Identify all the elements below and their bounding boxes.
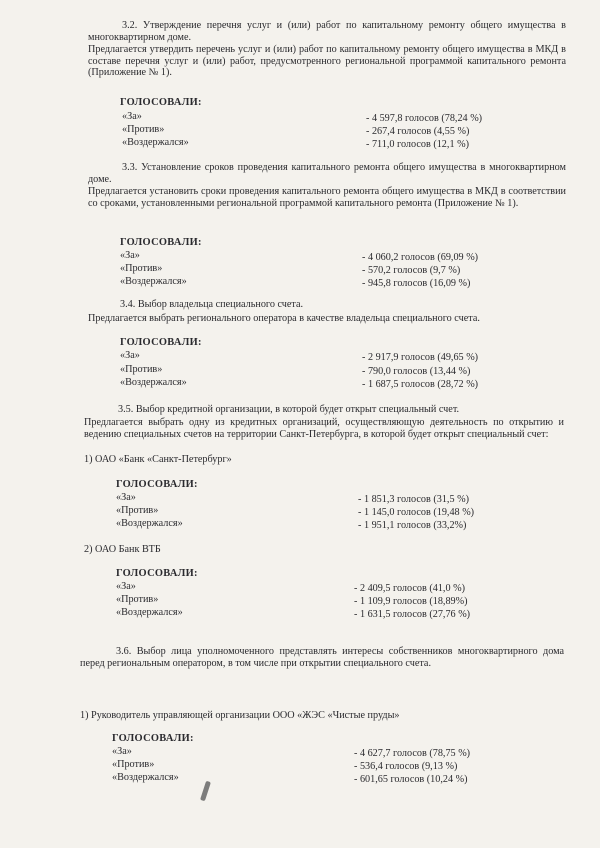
- section-3-4-proposal: Предлагается выбрать регионального оператора в качестве владельца специального счета.: [88, 313, 480, 324]
- section-3-5-proposal: Предлагается выбрать одну из кредитных организаций, осуществляющую деятельность по открытию и ведению специальных счетов на территории Санкт-Петербурга, в которой будет открыт специальный счет:: [84, 417, 564, 440]
- vote-value: - 790,0 голосов (13,44 %): [362, 366, 471, 377]
- section-3-4-voted-label: ГОЛОСОВАЛИ:: [120, 337, 202, 348]
- vote-value: - 711,0 голосов (12,1 %): [366, 139, 469, 150]
- vote-label: «За»: [112, 746, 132, 757]
- vote-label: «За»: [120, 350, 140, 361]
- section-3-2-voted-label: ГОЛОСОВАЛИ:: [120, 97, 202, 108]
- vote-value: - 945,8 голосов (16,09 %): [362, 278, 471, 289]
- section-3-5-option-1-voted-label: ГОЛОСОВАЛИ:: [116, 479, 198, 490]
- section-3-5-option-2-voted-label: ГОЛОСОВАЛИ:: [116, 568, 198, 579]
- vote-value: - 1 631,5 голосов (27,76 %): [354, 609, 471, 620]
- vote-label: «За»: [116, 492, 136, 503]
- vote-label: «За»: [122, 111, 142, 122]
- vote-value: - 2 409,5 голосов (41,0 %): [354, 583, 465, 594]
- vote-value: - 1 951,1 голосов (33,2%): [358, 520, 467, 531]
- vote-label: «Против»: [120, 364, 163, 375]
- vote-label: «За»: [116, 581, 136, 592]
- vote-value: - 1 145,0 голосов (19,48 %): [358, 507, 475, 518]
- vote-value: - 4 597,8 голосов (78,24 %): [366, 113, 483, 124]
- vote-label: «Воздержался»: [122, 137, 189, 148]
- vote-label: «Против»: [112, 759, 155, 770]
- pen-mark: [200, 781, 211, 802]
- section-3-6-heading: 3.6. Выбор лица уполномоченного представлять интересы собственников многоквартирного дома перед региональным оператором, в том числе при открытии специального счета.: [80, 646, 564, 669]
- vote-value: - 1 851,3 голосов (31,5 %): [358, 494, 469, 505]
- section-3-5-heading: 3.5. Выбор кредитной организации, в которой будет открыт специальный счет.: [118, 404, 460, 415]
- vote-value: - 1 109,9 голосов (18,89%): [354, 596, 468, 607]
- vote-label: «Против»: [122, 124, 165, 135]
- vote-value: - 267,4 голосов (4,55 %): [366, 126, 470, 137]
- section-3-2-heading: 3.2. Утверждение перечня услуг и (или) работ по капитальному ремонту общего имущества в многоквартирном доме.: [88, 20, 566, 43]
- section-3-3-proposal: Предлагается установить сроки проведения капитального ремонта общего имущества в МКД в соответствии со сроками, установленными региональной программой капитального ремонта (Приложение № 1).: [88, 186, 566, 209]
- vote-label: «Воздержался»: [120, 276, 187, 287]
- vote-label: «Воздержался»: [112, 772, 179, 783]
- section-3-3-voted-label: ГОЛОСОВАЛИ:: [120, 237, 202, 248]
- vote-value: - 2 917,9 голосов (49,65 %): [362, 352, 479, 363]
- vote-label: «Против»: [120, 263, 163, 274]
- vote-value: - 536,4 голосов (9,13 %): [354, 761, 458, 772]
- vote-label: «Воздержался»: [116, 607, 183, 618]
- vote-label: «Против»: [116, 594, 159, 605]
- section-3-6-option-1: 1) Руководитель управляющей организации ООО «ЖЭС «Чистые пруды»: [80, 710, 400, 721]
- vote-label: «Воздержался»: [120, 377, 187, 388]
- vote-value: - 1 687,5 голосов (28,72 %): [362, 379, 479, 390]
- section-3-2-proposal: Предлагается утвердить перечень услуг и (или) работ по капитальному ремонту общего имущества в МКД в составе перечня услуг и (или) работ, предусмотренного региональной программой капитального ремонта (Приложение № 1).: [88, 44, 566, 79]
- vote-value: - 4 060,2 голосов (69,09 %): [362, 252, 479, 263]
- vote-label: «Воздержался»: [116, 518, 183, 529]
- section-3-3-heading: 3.3. Установление сроков проведения капитального ремонта общего имущества в многоквартирном доме.: [88, 162, 566, 185]
- vote-value: - 601,65 голосов (10,24 %): [354, 774, 468, 785]
- section-3-5-option-1: 1) ОАО «Банк «Санкт-Петербург»: [84, 454, 232, 465]
- vote-value: - 570,2 голосов (9,7 %): [362, 265, 461, 276]
- vote-value: - 4 627,7 голосов (78,75 %): [354, 748, 471, 759]
- section-3-6-voted-label: ГОЛОСОВАЛИ:: [112, 733, 194, 744]
- vote-label: «Против»: [116, 505, 159, 516]
- section-3-4-heading: 3.4. Выбор владельца специального счета.: [120, 299, 304, 310]
- section-3-5-option-2: 2) ОАО Банк ВТБ: [84, 544, 161, 555]
- vote-label: «За»: [120, 250, 140, 261]
